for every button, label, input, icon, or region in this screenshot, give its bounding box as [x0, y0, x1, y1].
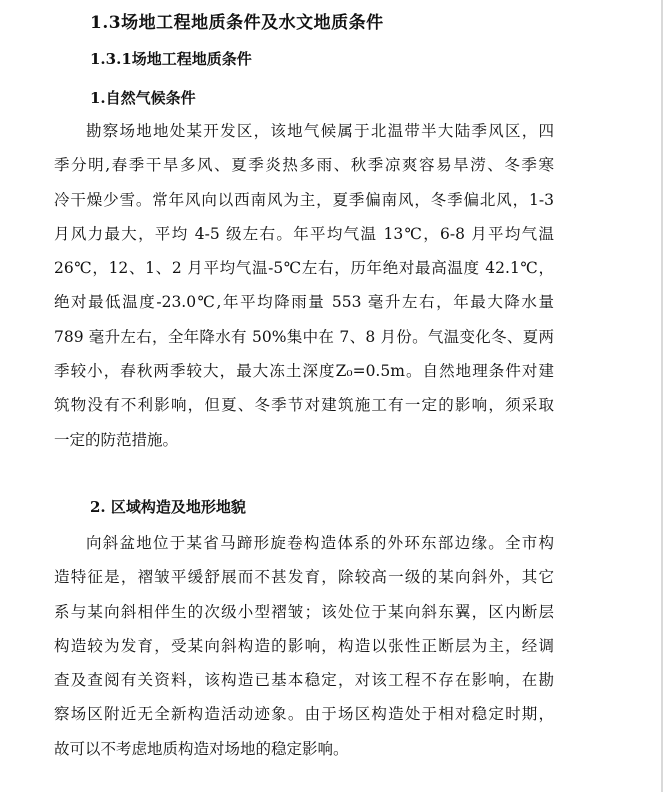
paragraph-line: 系与某向斜相伴生的次级小型褶皱；该处位于某向斜东翼，区内断层	[54, 602, 554, 621]
paragraph-line: 冷干燥少雪。常年风向以西南风为主，夏季偏南风，冬季偏北风，1-3	[54, 190, 554, 209]
section-title: 1.3场地工程地质条件及水文地质条件	[90, 13, 384, 33]
paragraph-structure	[54, 526, 554, 766]
subsection-title: 1.3.1场地工程地质条件	[90, 50, 252, 68]
paragraph-line: 察场区附近无全新构造活动迹象。由于场区构造处于相对稳定时期，	[54, 705, 554, 724]
paragraph-line: 筑物没有不利影响，但夏、冬季节对建筑施工有一定的影响，须采取	[54, 396, 554, 415]
paragraph-line: 绝对最低温度-23.0℃,年平均降雨量 553 毫升左右，年最大降水量	[54, 293, 554, 312]
paragraph-line: 向斜盆地位于某省马蹄形旋卷构造体系的外环东部边缘。全市构	[86, 534, 554, 552]
paragraph-line: 季分明,春季干旱多风、夏季炎热多雨、秋季凉爽容易旱涝、冬季寒	[54, 156, 554, 175]
item-heading-climate: 1.自然气候条件	[90, 89, 196, 107]
paragraph-line: 季较小，春秋两季较大，最大冻土深度Z₀=0.5m。自然地理条件对建	[54, 362, 554, 381]
paragraph-line: 26℃，12、1、2 月平均气温-5℃左右，历年绝对最高温度 42.1℃，	[54, 259, 554, 278]
paragraph-line: 月风力最大，平均 4-5 级左右。年平均气温 13℃，6-8 月平均气温	[54, 224, 554, 243]
paragraph-line: 故可以不考虑地质构造对场地的稳定影响。	[54, 739, 349, 758]
item-heading-structure: 2. 区域构造及地形地貌	[90, 498, 246, 516]
paragraph-line: 一定的防范措施。	[54, 430, 179, 449]
paragraph-line: 造特征是，褶皱平缓舒展而不甚发育，除较高一级的某向斜外，其它	[54, 568, 554, 587]
paragraph-line: 构造较为发育，受某向斜构造的影响，构造以张性正断层为主，经调	[54, 636, 554, 655]
paragraph-climate	[54, 114, 554, 457]
paragraph-line: 查及查阅有关资料，该构造已基本稳定，对该工程不存在影响，在勘	[54, 671, 554, 690]
paragraph-line: 勘察场地地处某开发区，该地气候属于北温带半大陆季风区，四	[86, 122, 554, 140]
paragraph-line: 789 毫升左右，全年降水有 50%集中在 7、8 月份。气温变化冬、夏两	[54, 327, 554, 346]
